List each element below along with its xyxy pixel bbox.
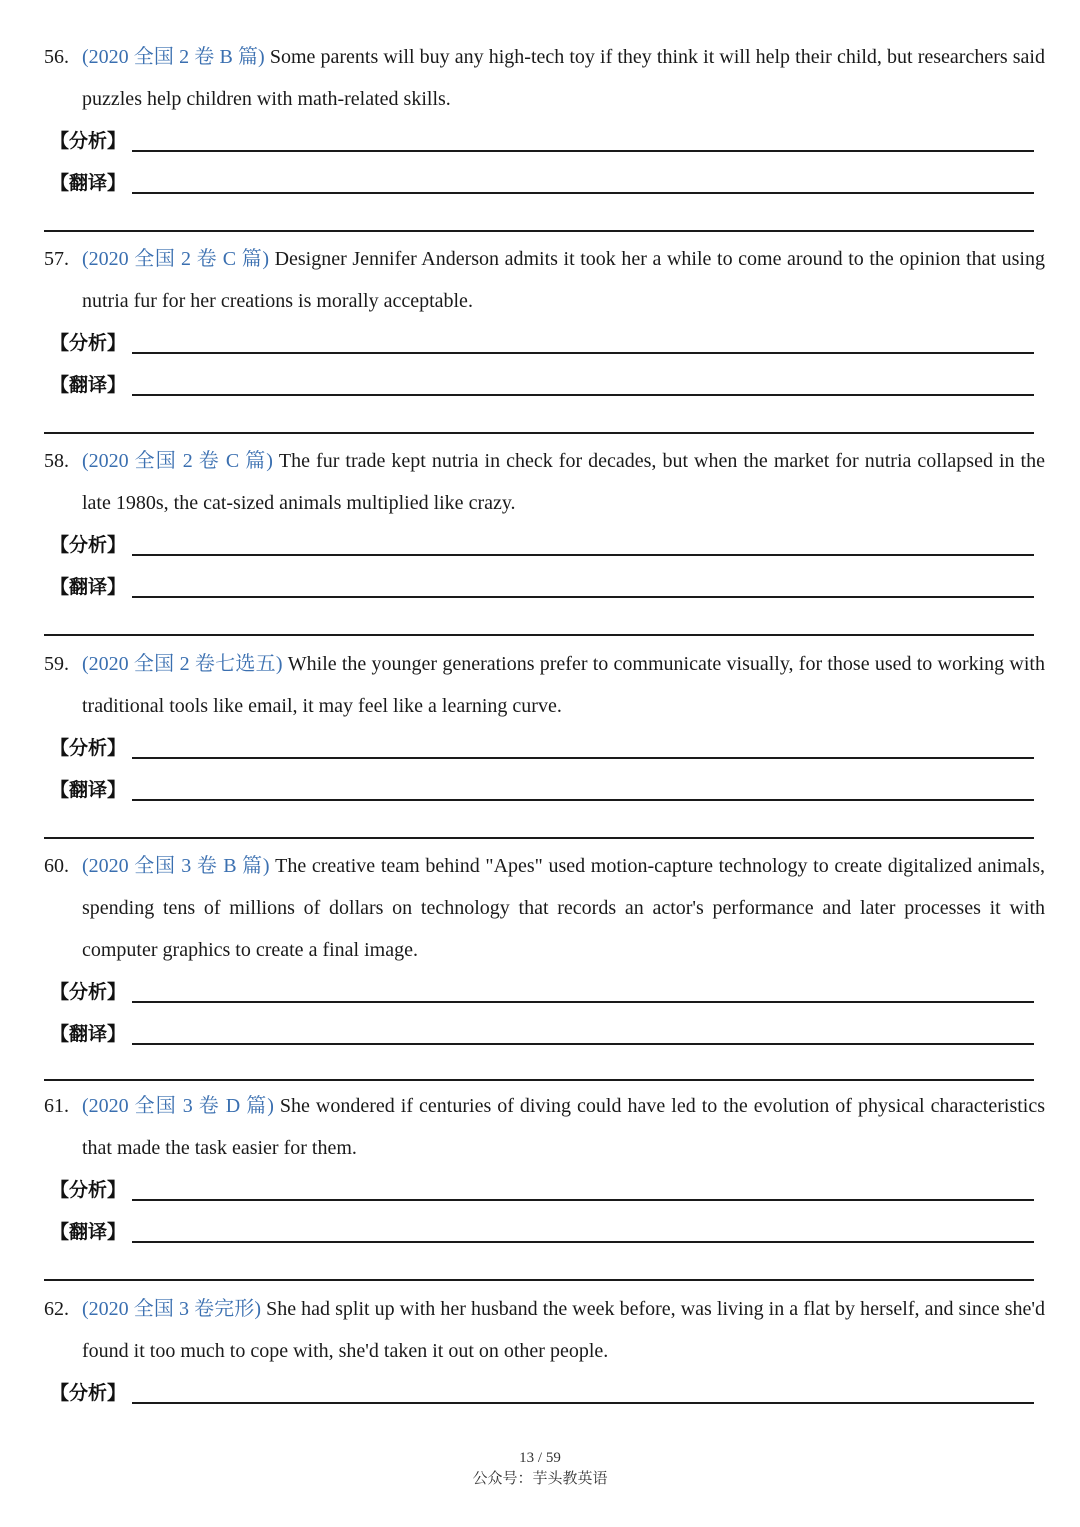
translation-answer-line[interactable]: [132, 192, 1034, 194]
question-sentence: She wondered if centuries of diving could have led to the evolution of physical characteristics that made the task easier for them.: [82, 1095, 1046, 1159]
question-57: [44, 238, 1045, 406]
translation-answer-line-2[interactable]: [44, 230, 1034, 232]
question-number: 56.: [44, 46, 69, 68]
question-text: [44, 845, 1045, 971]
question-source: (2020 全国 3 卷 D 篇): [82, 1095, 274, 1117]
question-number: 58.: [44, 450, 69, 472]
analysis-row: [44, 1372, 1045, 1414]
question-number: 62.: [44, 1298, 69, 1320]
question-sentence: She had split up with her husband the week before, was living in a flat by herself, and since she'd found it too much to cope with, she'd taken it out on other people.: [82, 1298, 1045, 1362]
question-text: [44, 440, 1045, 524]
translation-label: 【翻译】: [50, 576, 127, 598]
analysis-label: 【分析】: [50, 1382, 127, 1404]
question-source: (2020 全国 2 卷 C 篇): [82, 248, 269, 270]
analysis-answer-line[interactable]: [132, 757, 1034, 759]
translation-row: [44, 1013, 1045, 1055]
analysis-row: [44, 524, 1045, 566]
translation-row: [44, 566, 1045, 608]
question-number: 57.: [44, 248, 69, 270]
translation-answer-line[interactable]: [132, 1241, 1034, 1243]
translation-label: 【翻译】: [50, 779, 127, 801]
question-number: 60.: [44, 855, 69, 877]
analysis-answer-line[interactable]: [132, 1402, 1034, 1404]
analysis-answer-line[interactable]: [132, 554, 1034, 556]
page-number: 13 / 59: [519, 1450, 561, 1466]
question-source: (2020 全国 3 卷 B 篇): [82, 855, 270, 877]
question-source: (2020 全国 2 卷 C 篇): [82, 450, 273, 472]
translation-answer-line-2[interactable]: [44, 432, 1034, 434]
translation-answer-line[interactable]: [132, 596, 1034, 598]
question-sentence: The creative team behind "Apes" used motion-capture technology to create digitalized animals, spending tens of millions of dollars on technology that records an actor's performance and later processes it with computer graphics to create a final image.: [82, 855, 1045, 961]
analysis-answer-line[interactable]: [132, 150, 1034, 152]
question-text: [44, 643, 1045, 727]
analysis-answer-line[interactable]: [132, 1001, 1034, 1003]
translation-answer-line-2[interactable]: [44, 837, 1034, 839]
translation-answer-line[interactable]: [132, 799, 1034, 801]
analysis-label: 【分析】: [50, 981, 127, 1003]
analysis-label: 【分析】: [50, 534, 127, 556]
question-text: [44, 36, 1045, 120]
analysis-row: [44, 727, 1045, 769]
translation-label: 【翻译】: [50, 172, 127, 194]
question-source: (2020 全国 3 卷完形): [82, 1298, 261, 1320]
translation-label: 【翻译】: [50, 374, 127, 396]
question-59: [44, 643, 1045, 811]
translation-answer-line-2[interactable]: [44, 1279, 1034, 1281]
analysis-label: 【分析】: [50, 737, 127, 759]
analysis-label: 【分析】: [50, 130, 127, 152]
analysis-answer-line[interactable]: [132, 352, 1034, 354]
analysis-label: 【分析】: [50, 1179, 127, 1201]
translation-label: 【翻译】: [50, 1023, 127, 1045]
analysis-row: [44, 120, 1045, 162]
question-61: [44, 1085, 1045, 1253]
translation-row: [44, 364, 1045, 406]
analysis-answer-line[interactable]: [132, 1199, 1034, 1201]
analysis-row: [44, 322, 1045, 364]
translation-row: [44, 1211, 1045, 1253]
question-58: [44, 440, 1045, 608]
translation-answer-line[interactable]: [132, 1043, 1034, 1045]
question-text: [44, 238, 1045, 322]
translation-answer-line[interactable]: [132, 394, 1034, 396]
translation-row: [44, 162, 1045, 204]
question-sentence: Designer Jennifer Anderson admits it took her a while to come around to the opinion that using nutria fur for her creations is morally acceptable.: [82, 248, 1045, 312]
analysis-label: 【分析】: [50, 332, 127, 354]
analysis-row: [44, 971, 1045, 1013]
question-source: (2020 全国 2 卷七选五): [82, 653, 283, 675]
translation-answer-line-2[interactable]: [44, 634, 1034, 636]
question-number: 61.: [44, 1095, 69, 1117]
question-text: [44, 1288, 1045, 1372]
question-sentence: The fur trade kept nutria in check for decades, but when the market for nutria collapsed in the late 1980s, the cat-sized animals multiplied like crazy.: [82, 450, 1045, 514]
analysis-row: [44, 1169, 1045, 1211]
translation-label: 【翻译】: [50, 1221, 127, 1243]
question-sentence: Some parents will buy any high-tech toy if they think it will help their child, but researchers said puzzles help children with math-related skills.: [82, 46, 1045, 110]
question-60: [44, 845, 1045, 1055]
footer-account: 公众号：芋头教英语: [472, 1469, 608, 1487]
translation-answer-line-2[interactable]: [44, 1079, 1034, 1081]
question-text: [44, 1085, 1045, 1169]
translation-row: [44, 769, 1045, 811]
question-number: 59.: [44, 653, 69, 675]
question-sentence: While the younger generations prefer to communicate visually, for those used to working with traditional tools like email, it may feel like a learning curve.: [82, 653, 1045, 717]
question-56: [44, 36, 1045, 204]
question-62: [44, 1288, 1045, 1414]
question-source: (2020 全国 2 卷 B 篇): [82, 46, 265, 68]
